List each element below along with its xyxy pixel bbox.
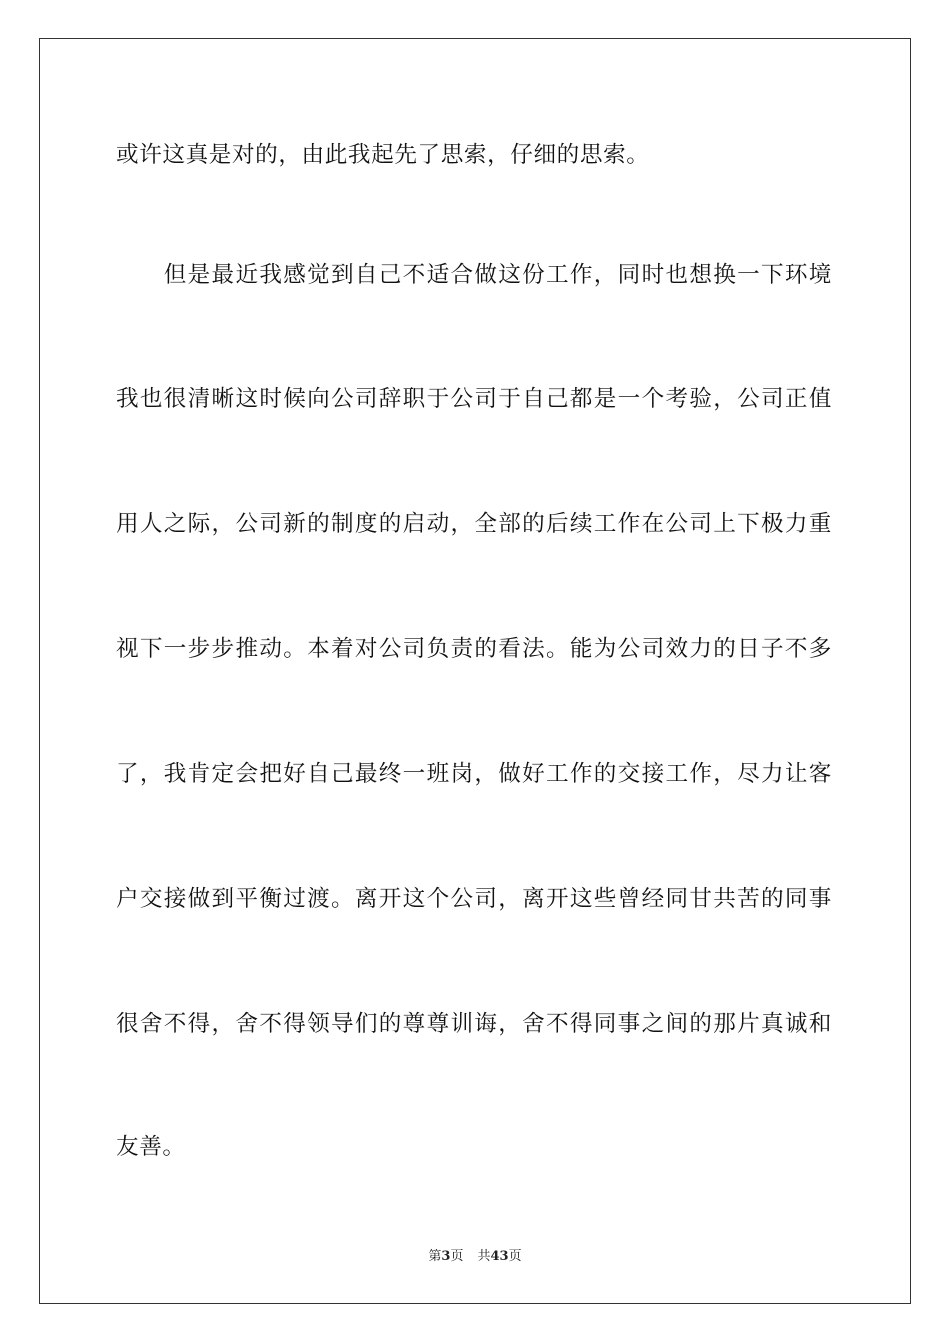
footer-page-prefix: 第 xyxy=(428,1249,442,1264)
text-line-9: 友善。 xyxy=(116,1134,186,1160)
text-line-5: 视下一步步推动。本着对公司负责的看法。能为公司效力的日子不多 xyxy=(116,636,832,662)
text-line-4: 用人之际，公司新的制度的启动，全部的后续工作在公司上下极力重 xyxy=(116,511,832,537)
footer-total-prefix: 共 xyxy=(477,1249,491,1264)
footer-page-suffix: 页 xyxy=(450,1249,464,1264)
page-border xyxy=(39,38,911,1304)
text-line-8: 很舍不得，舍不得领导们的尊尊训诲，舍不得同事之间的那片真诚和 xyxy=(116,1011,832,1037)
footer-total-suffix: 页 xyxy=(508,1249,522,1264)
page-footer xyxy=(0,1248,950,1266)
text-line-6: 了，我肯定会把好自己最终一班岗，做好工作的交接工作，尽力让客 xyxy=(116,761,832,787)
footer-page-number: 3 xyxy=(441,1249,451,1264)
footer-total-pages: 43 xyxy=(490,1249,509,1264)
text-line-7: 户交接做到平衡过渡。离开这个公司，离开这些曾经同甘共苦的同事 xyxy=(116,886,832,912)
text-line-1: 或许这真是对的，由此我起先了思索，仔细的思索。 xyxy=(116,142,650,168)
text-line-3: 我也很清晰这时候向公司辞职于公司于自己都是一个考验，公司正值 xyxy=(116,386,832,412)
text-line-2: 但是最近我感觉到自己不适合做这份工作，同时也想换一下环境 xyxy=(116,262,832,288)
